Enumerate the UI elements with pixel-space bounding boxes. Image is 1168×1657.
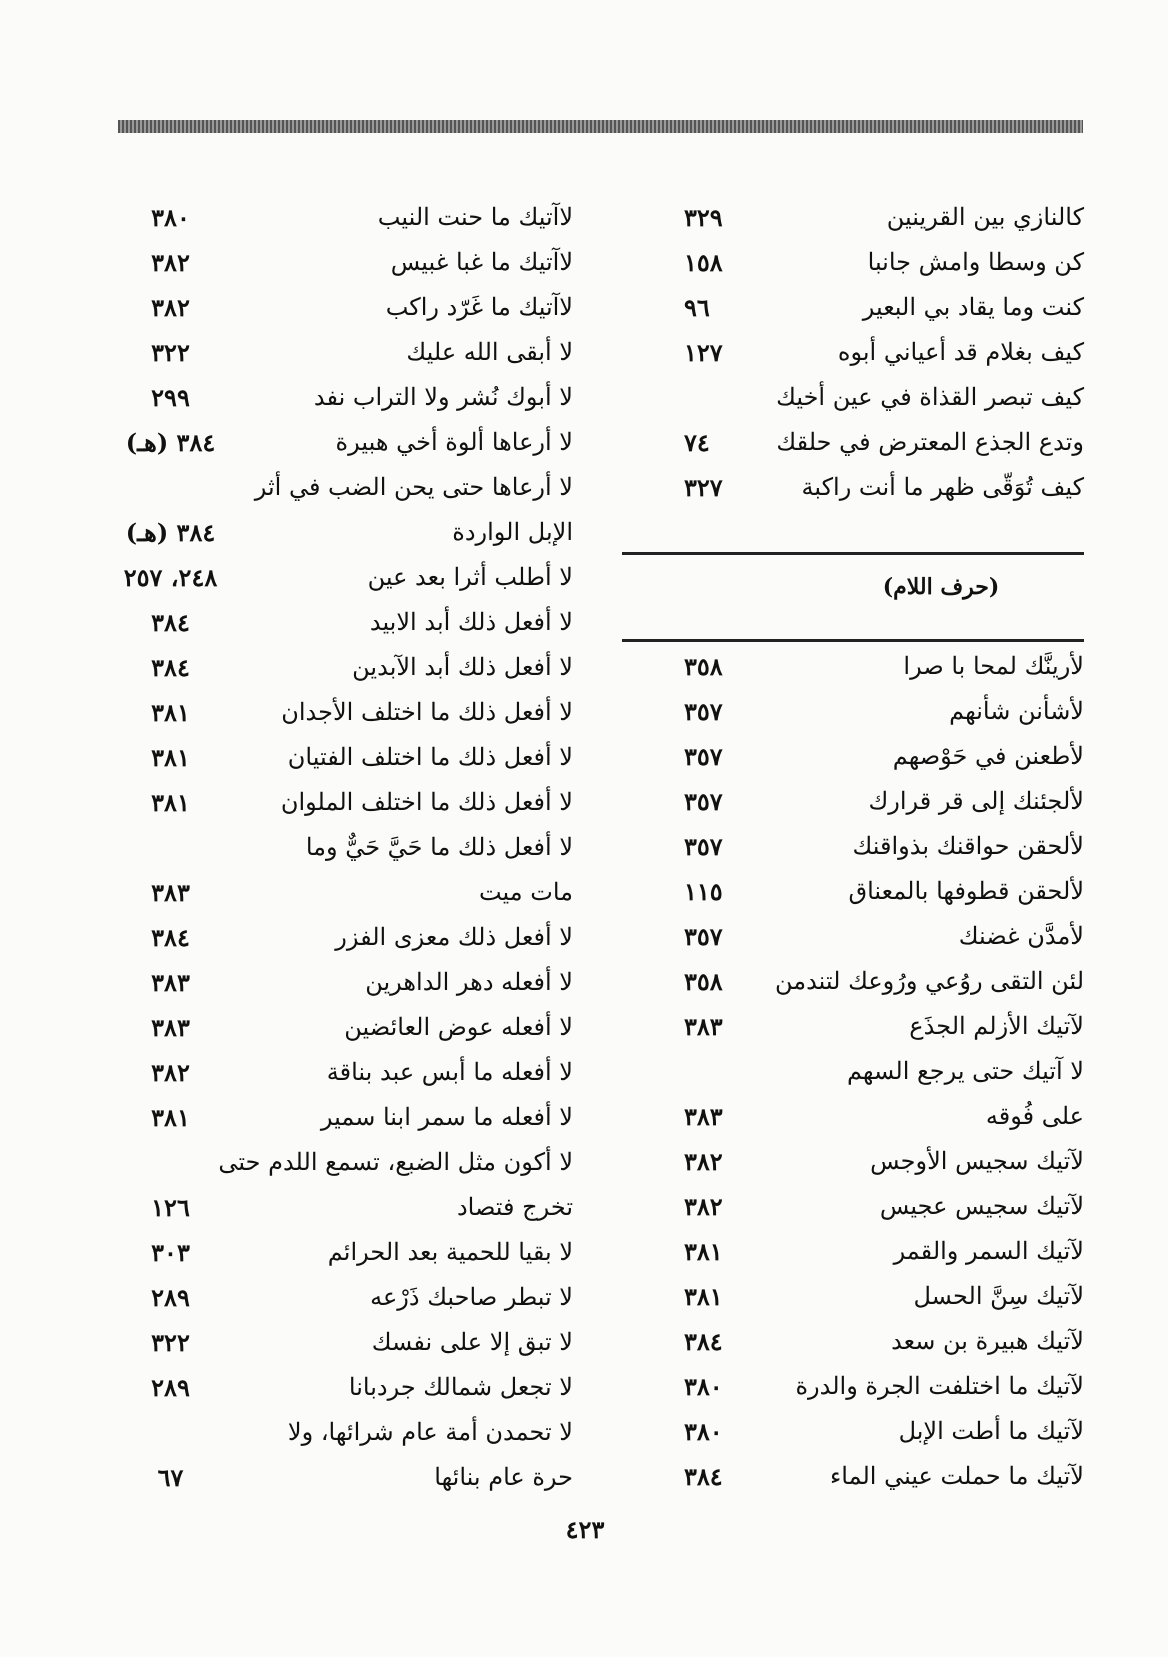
index-entry [622, 1364, 1084, 1409]
entry-text: لألحقن حواقنك بذواقنك [852, 832, 1084, 860]
entry-text: لا أفعل ذلك أبد الآبدين [352, 653, 573, 681]
entry-page: ٣٨٤ [684, 1462, 723, 1491]
entry-text: لا أفعل ذلك ما اختلف الأجدان [281, 698, 573, 726]
entry-text: حرة عام بنائها [434, 1463, 573, 1491]
entry-page: ٣٢٧ [684, 473, 723, 502]
index-entry [622, 1274, 1084, 1319]
entry-text: لا أرعاها حتى يحن الضب في أثر [254, 473, 573, 501]
entry-page: ٣٨١ [151, 788, 190, 817]
index-entry [622, 1094, 1084, 1139]
index-entry [118, 645, 573, 690]
entry-page: ٣٨٠ [151, 203, 190, 232]
entry-text: لآتيك ما حملت عيني الماء [829, 1462, 1084, 1490]
entry-text: لا بقيا للحمية بعد الحرائم [327, 1238, 573, 1266]
entry-text: لآتيك ما اختلفت الجرة والدرة [795, 1372, 1084, 1400]
index-entry [622, 195, 1084, 240]
entry-page: ٢٤٨، ٢٥٧ [123, 563, 218, 592]
entry-text: لأمدَّن غضنك [958, 922, 1084, 950]
index-entry [622, 1184, 1084, 1229]
index-entry [622, 420, 1084, 465]
index-entry [622, 1139, 1084, 1184]
entry-page: ٩٦ [684, 293, 710, 322]
index-entry [622, 1319, 1084, 1364]
index-entry [118, 420, 573, 465]
index-entry [622, 1004, 1084, 1049]
entry-page: ٣٨١ [151, 743, 190, 772]
entry-text: كيف تبصر القذاة في عين أخيك [776, 383, 1084, 411]
entry-page: ٣٨٣ [151, 1013, 190, 1042]
header-rule [118, 120, 1083, 133]
entry-page: ١١٥ [684, 877, 723, 906]
entry-text: لا أفعل ذلك أبد الابيد [369, 608, 573, 636]
index-entry [118, 375, 573, 420]
entry-page: ٣٥٧ [684, 787, 723, 816]
entry-page: ٣٥٨ [684, 652, 723, 681]
entry-text: لآتيك ما أطت الإبل [898, 1417, 1084, 1445]
entry-text: لآتيك الأزلم الجذَع [909, 1012, 1084, 1040]
entry-page: ٣٨١ [684, 1237, 723, 1266]
entry-text: لأشأنن شأنهم [949, 697, 1084, 725]
index-entry [118, 465, 573, 510]
entry-page: ١٥٨ [684, 248, 723, 277]
index-entry [622, 824, 1084, 869]
entry-page: ٣٨٤ (هـ) [125, 428, 216, 457]
entry-text: لألجئنك إلى قر قرارك [868, 787, 1084, 815]
entry-page: ٣٨٣ [684, 1012, 723, 1041]
entry-page: ٣٥٧ [684, 922, 723, 951]
entry-text: لا تبق إلا على نفسك [371, 1328, 573, 1356]
right-column [622, 195, 1084, 1499]
index-entry [118, 1365, 573, 1410]
entry-page: ٣٢٢ [151, 338, 190, 367]
entry-text: لآتيك سجيس الأوجس [870, 1147, 1084, 1175]
index-entry [622, 734, 1084, 779]
index-entry [622, 330, 1084, 375]
entry-page: ٣٨٤ [151, 653, 190, 682]
index-entry [622, 285, 1084, 330]
entry-page: ٣٨٢ [684, 1147, 723, 1176]
entry-list-top [622, 195, 1084, 510]
entry-page: ٣٨٤ (هـ) [125, 518, 216, 547]
entry-page: ١٢٦ [151, 1193, 190, 1222]
index-entry [118, 960, 573, 1005]
entry-page: ٢٩٩ [151, 383, 190, 412]
entry-text: لاآتيك ما حنت النيب [377, 203, 573, 231]
entry-text: تخرج فتصاد [456, 1193, 573, 1221]
entry-page: ٣٨١ [684, 1282, 723, 1311]
index-entry [622, 1229, 1084, 1274]
index-entry [118, 780, 573, 825]
entry-page: ١٢٧ [684, 338, 723, 367]
index-entry [622, 240, 1084, 285]
entry-text: لا تبطر صاحبك ذَرْعه [370, 1283, 573, 1311]
index-entry [118, 1140, 573, 1185]
entry-page: ٢٨٩ [151, 1373, 190, 1402]
entry-page: ٣٨٢ [684, 1192, 723, 1221]
entry-page: ٣٨٢ [151, 248, 190, 277]
index-entry [118, 330, 573, 375]
index-entry [118, 195, 573, 240]
entry-page: ٢٨٩ [151, 1283, 190, 1312]
entry-text: لأرينَّك لمحا با صرا [903, 652, 1084, 680]
index-entry [118, 285, 573, 330]
entry-page: ٣٥٧ [684, 742, 723, 771]
entry-text: لا تحمدن أمة عام شرائها، ولا [287, 1418, 573, 1446]
entry-page: ٣٨١ [151, 698, 190, 727]
entry-text: لاآتيك ما غَرّد راكب [385, 293, 573, 321]
entry-text: لآتيك السمر والقمر [893, 1237, 1084, 1265]
entry-page: ٣٥٧ [684, 697, 723, 726]
index-entry [622, 779, 1084, 824]
entry-text: لا أفعل ذلك ما اختلف الفتيان [287, 743, 573, 771]
index-entry [118, 1320, 573, 1365]
entry-text: مات ميت [478, 878, 573, 906]
index-entry [118, 240, 573, 285]
entry-text: لا أرعاها ألوة أخي هبيرة [335, 428, 573, 456]
index-entry [118, 690, 573, 735]
index-entry [622, 959, 1084, 1004]
entry-page: ٣٨٢ [151, 1058, 190, 1087]
entry-text: كن وسطا وامش جانبا [867, 248, 1084, 276]
index-entry [118, 735, 573, 780]
section-title: (حرف اللام) [882, 574, 1000, 600]
entry-page: ٣٥٧ [684, 832, 723, 861]
entry-page: ٦٧ [157, 1463, 184, 1492]
section-heading [622, 552, 1084, 642]
entry-list [118, 195, 573, 1500]
entry-text: لآتيك سجيس عجيس [879, 1192, 1084, 1220]
entry-text: لا أفعله عوض العائضين [344, 1013, 573, 1041]
index-entry [118, 870, 573, 915]
entry-page: ٣٨٢ [151, 293, 190, 322]
entry-page: ٧٤ [684, 428, 710, 457]
entry-page: ٣٨٠ [684, 1372, 723, 1401]
entry-text: لئن التقى روُعي ورُوعك لتندمن [774, 967, 1084, 995]
entry-text: لا أبوك نُشر ولا التراب نفد [313, 383, 573, 411]
entry-text: كيف تُوَقّى ظهر ما أنت راكبة [801, 473, 1084, 501]
entry-text: لآتيك سِنَّ الحسل [913, 1282, 1084, 1310]
entry-text: لا آتيك حتى يرجع السهم [846, 1057, 1084, 1085]
entry-page: ٣٨٣ [151, 878, 190, 907]
entry-page: ٣٢٩ [684, 203, 723, 232]
entry-page: ٣٥٨ [684, 967, 723, 996]
index-entry [622, 465, 1084, 510]
index-entry [622, 869, 1084, 914]
entry-text: كيف بغلام قد أعياني أبوه [837, 338, 1084, 366]
entry-text: لا أطلب أثرا بعد عين [367, 563, 573, 591]
entry-text: كالنازي بين القرينين [886, 203, 1084, 231]
entry-text: لا أكون مثل الضبع، تسمع اللدم حتى [218, 1148, 573, 1176]
index-entry [118, 1230, 573, 1275]
entry-text: لا أبقى الله عليك [406, 338, 573, 366]
entry-text: كنت وما يقاد بي البعير [862, 293, 1084, 321]
entry-page: ٣٨٣ [684, 1102, 723, 1131]
index-entry [118, 1095, 573, 1140]
entry-page: ٣٨٤ [151, 608, 190, 637]
index-entry [118, 1410, 573, 1455]
entry-text: الإبل الواردة [452, 518, 573, 546]
entry-text: لا أفعله ما سمر ابنا سمير [320, 1103, 573, 1131]
index-entry [622, 689, 1084, 734]
entry-text: على فُوقه [985, 1102, 1084, 1130]
index-entry [622, 914, 1084, 959]
entry-text: وتدع الجذع المعترض في حلقك [776, 428, 1084, 456]
index-entry [622, 1454, 1084, 1499]
entry-text: لا أفعله ما أبس عبد بناقة [326, 1058, 573, 1086]
index-entry [118, 1275, 573, 1320]
page-number: ٤٢٣ [565, 1515, 605, 1544]
entry-text: لا أفعل ذلك ما حَيَّ حَيٌّ وما [305, 833, 573, 861]
entry-page: ٣٨١ [151, 1103, 190, 1132]
entry-text: لا تجعل شمالك جردبانا [348, 1373, 573, 1401]
index-entry [118, 1185, 573, 1230]
entry-text: لألحقن قطوفها بالمعناق [848, 877, 1084, 905]
entry-page: ٣٨٤ [151, 923, 190, 952]
entry-text: لاآتيك ما غبا غبيس [390, 248, 573, 276]
index-entry [118, 510, 573, 555]
index-entry [118, 1455, 573, 1500]
entry-text: لا أفعله دهر الداهرين [365, 968, 573, 996]
index-entry [118, 1005, 573, 1050]
entry-page: ٣٢٢ [151, 1328, 190, 1357]
entry-page: ٣٠٣ [151, 1238, 190, 1267]
entry-text: لا أفعل ذلك معزى الفزر [335, 923, 573, 951]
index-entry [118, 825, 573, 870]
entry-page: ٣٨٠ [684, 1417, 723, 1446]
index-entry [118, 915, 573, 960]
index-entry [118, 600, 573, 645]
entry-text: لآتيك هبيرة بن سعد [891, 1327, 1084, 1355]
entry-list-bottom [622, 644, 1084, 1499]
index-entry [622, 1049, 1084, 1094]
entry-text: لا أفعل ذلك ما اختلف الملوان [280, 788, 573, 816]
index-entry [118, 555, 573, 600]
entry-page: ٣٨٣ [151, 968, 190, 997]
entry-page: ٣٨٤ [684, 1327, 723, 1356]
index-entry [622, 644, 1084, 689]
entry-text: لأطعنن في حَوْصهم [892, 742, 1084, 770]
index-entry [622, 375, 1084, 420]
left-column [118, 195, 573, 1500]
index-entry [118, 1050, 573, 1095]
index-entry [622, 1409, 1084, 1454]
